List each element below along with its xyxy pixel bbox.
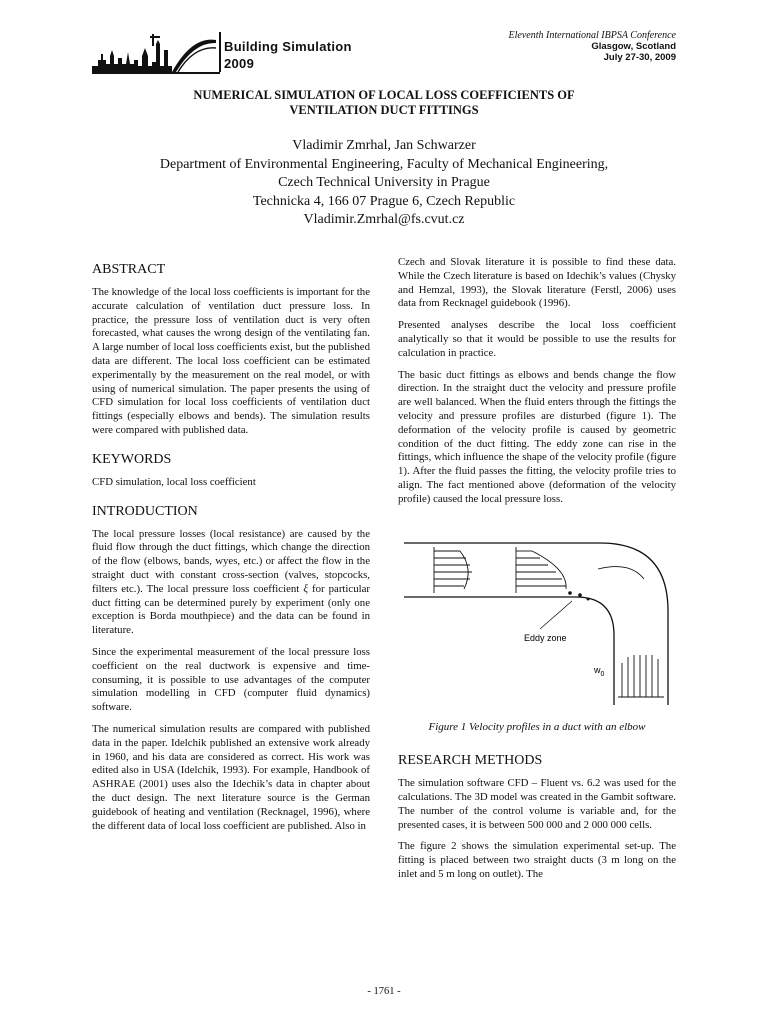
right-paragraph-2: Presented analyses describe the local loss coefficient analytically so that it would be possible to use the results for calculation in practice. [398, 319, 676, 359]
logo-text [224, 38, 352, 72]
author-block [80, 137, 688, 230]
abstract-text: The knowledge of the local loss coefficients is important for the accurate calculation of ventilation duct pressure loss. In practice, the pressure loss of ventilation duct is very often forecasted, what causes the wrong design of the ventilating fan. A large number of local loss coefficients exist, but the published data are different. The local loss coefficient can be estimated experimentally by the measurement on the real model, or with using of numerical simulation. The paper presents the using of CFD simulation for local loss coefficients of ventilation duct fittings (especially elbows and bends). The simulation results were compared with published data. [92, 286, 370, 436]
intro-p1-part-b: for particular duct fitting can be determined purely by experiment (only one exception is Borda mouthpiece) and the data can be found in literature. [92, 582, 371, 637]
conference-name: Eleventh International IBPSA Conference [508, 30, 676, 41]
left-column [92, 262, 370, 841]
page-number: - 1761 - [367, 986, 401, 997]
logo-line2: 2009 [224, 56, 255, 71]
methods-paragraph-2: The figure 2 shows the simulation experimental set-up. The fitting is placed between two straight ducts (3 m long on the inlet and 5 m long on outlet). The [398, 840, 676, 880]
paper-title [100, 88, 668, 118]
intro-p1-part-a: The local pressure losses (local resistance) are caused by the fluid flow through the duct fittings, which change the direction of the flow (elbows, bands, wyes, etc.) or affect the flow in the straight duct with constant cross-section (valves, stopcocks, filters etc.). The local pressure loss coefficient [92, 527, 370, 595]
w0-label [593, 665, 605, 678]
keywords-text: CFD simulation, local loss coefficient [92, 475, 256, 488]
research-methods-heading: RESEARCH METHODS [398, 753, 543, 769]
eddy-zone-label: Eddy zone [524, 632, 567, 643]
conference-logo [92, 30, 220, 76]
title-line1: NUMERICAL SIMULATION OF LOCAL LOSS COEFFICIENTS OF [193, 88, 575, 102]
intro-paragraph-1 [92, 528, 370, 638]
right-paragraph-3: The basic duct fittings as elbows and bends change the flow direction. In the straight duct the velocity and pressure profile are well balanced. When the fluid enters through the fittings the velocity and pressure profiles are disturbed (figure 1). The deformation of the velocity profile is caused by geometric condition of the duct fitting. The eddy zone can rise in the fittings, which influence the shape of the velocity profile (figure 1). After the fluid passes the fitting, the velocity profile tries to align. The fact mentioned above (deformation of the velocity profile) caused the local pressure loss. [398, 368, 676, 505]
authors: Vladimir Zmrhal, Jan Schwarzer [292, 138, 476, 153]
title-line2: VENTILATION DUCT FITTINGS [289, 103, 479, 117]
figure-1-caption: Figure 1 Velocity profiles in a duct with an elbow [428, 721, 646, 734]
abstract-heading: ABSTRACT [92, 262, 166, 277]
conference-location: Glasgow, Scotland [591, 41, 676, 52]
logo-line1: Building Simulation [224, 39, 352, 54]
figure-1-elbow-diagram [398, 539, 676, 709]
affiliation-1: Department of Environmental Engineering, Faculty of Mechanical Engineering, [159, 156, 609, 172]
w-symbol: w [594, 664, 601, 675]
address: Technicka 4, 166 07 Prague 6, Czech Republic [252, 193, 516, 209]
conference-dates: July 27-30, 2009 [603, 52, 676, 63]
right-column [398, 256, 676, 890]
intro-paragraph-3: The numerical simulation results are compared with published data in the paper. Idelchik published an extensive work already in 1960, and his data are considered as correct. His work was edited also in USA (Idelchik, 1993). For example, Handbook of ASHRAE (2001) uses also the Idechik’s data in chapter about the duct design. The next literature source is the German guidebook of heating and ventilation (Recknagel, 1996), where the different data of local loss coefficient are published. Also in [92, 722, 370, 832]
logo-divider [219, 32, 222, 72]
email: Vladimir.Zmrhal@fs.cvut.cz [303, 212, 465, 227]
affiliation-2: Czech Technical University in Prague [278, 175, 490, 190]
intro-paragraph-2: Since the experimental measurement of the local pressure loss coefficient on the real ductwork is expensive and time-consuming, it is possible to use advantages of the computer simulation modelling in CFD (computer fluid dynamics) software. [92, 645, 370, 714]
xi-symbol: ξ [303, 582, 308, 595]
methods-paragraph-1: The simulation software CFD – Fluent vs. 6.2 was used for the calculations. The 3D model was created in the Gambit software. The number of the control volume is variable and, for the presented cases, it is between 500 000 and 2 000 000 cells. [398, 777, 676, 831]
w-subscript: 0 [600, 670, 605, 678]
conference-info [509, 30, 676, 63]
introduction-heading: INTRODUCTION [92, 503, 198, 519]
right-paragraph-1: Czech and Slovak literature it is possible to find these data. While the Czech literature is based on Idechik’s values (Chysky and Hemzal, 1993), the Slovak literature (Ferstl, 2006) uses data from Recknagel guidebook (1996). [398, 256, 676, 310]
keywords-heading: KEYWORDS [92, 451, 172, 467]
